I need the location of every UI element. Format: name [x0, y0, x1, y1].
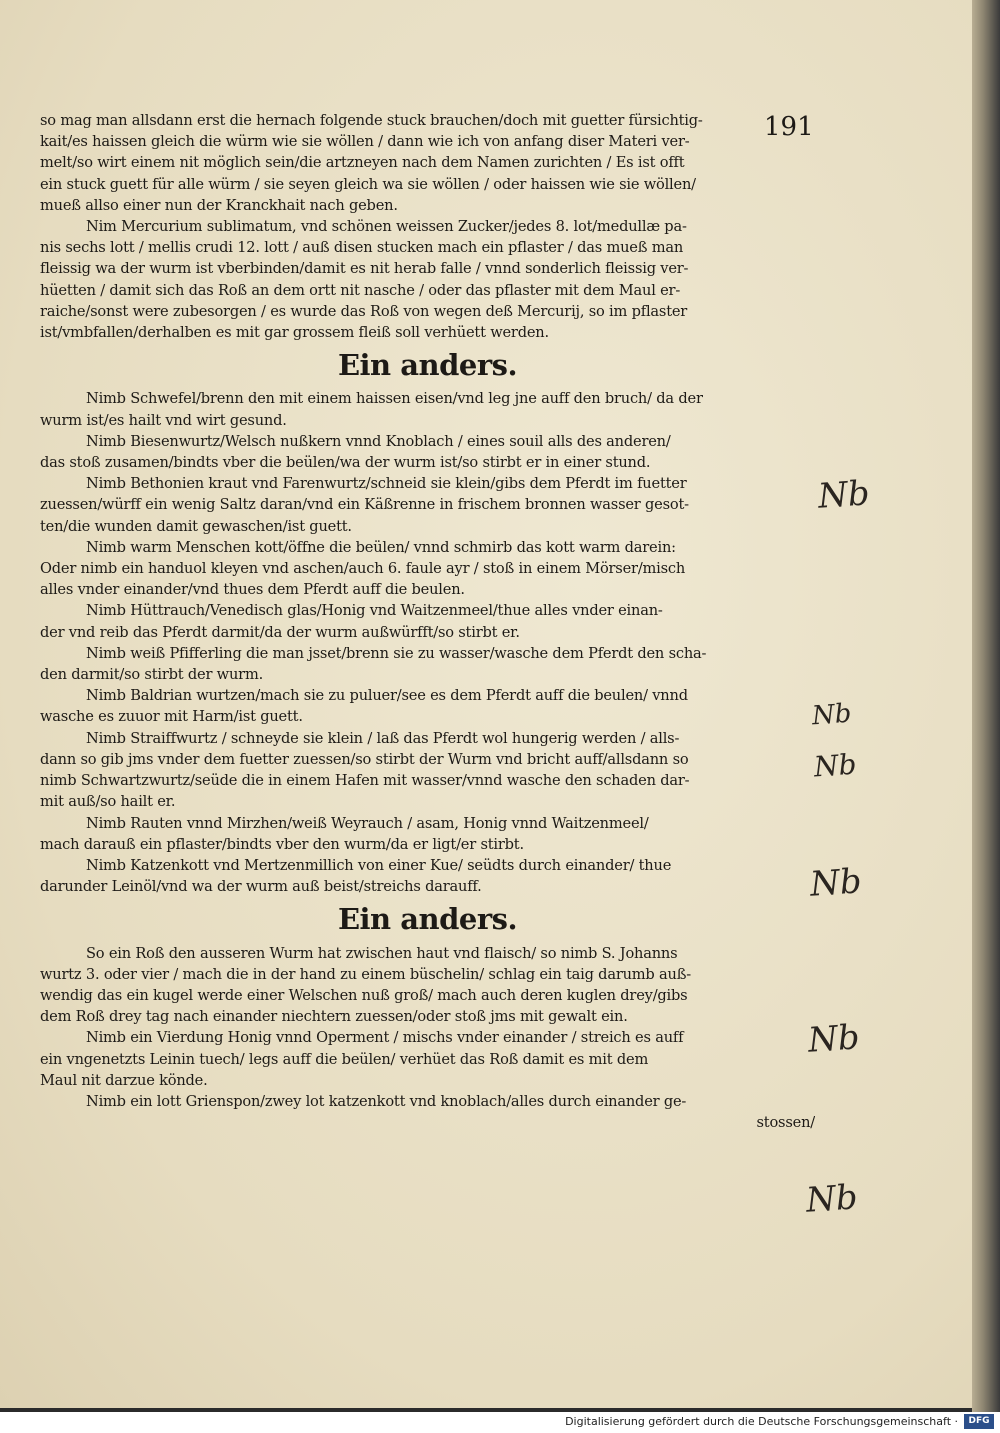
page-text: [40, 110, 815, 1133]
section-heading: Ein anders.: [337, 348, 518, 383]
text-line: ten/die wunden damit gewaschen/ist guett.: [40, 517, 352, 535]
text-line: Nimb ein lott Grienspon/zwey lot katzenkott vnd knoblach/alles durch einander ge-: [86, 1092, 687, 1110]
text-line: Nimb Katzenkott vnd Mertzenmillich von einer Kue/ seüdts durch einander/ thue: [86, 856, 672, 874]
margin-note: Nb: [804, 1177, 859, 1221]
text-line: ein vngenetzts Leinin tuech/ legs auff die beülen/ verhüet das Roß damit es mit dem: [40, 1050, 649, 1068]
margin-note: Nb: [812, 747, 858, 784]
text-line: darunder Leinöl/vnd wa der wurm auß beist/streichs darauff.: [40, 878, 482, 896]
text-line: mach darauß ein pflaster/bindts vber den wurm/da er ligt/er stirbt.: [40, 835, 524, 853]
text-line: Maul nit darzue könde.: [40, 1071, 208, 1089]
intro-paragraph: [40, 110, 815, 216]
text-line: mit auß/so hailt er.: [40, 793, 176, 811]
text-line: wurm ist/es hailt vnd wirt gesund.: [40, 411, 287, 429]
text-line: Nimb Biesenwurtz/Welsch nußkern vnnd Knoblach / eines souil alls des anderen/: [86, 432, 671, 450]
section-1-body: [40, 388, 815, 897]
text-line: wurtz 3. oder vier / mach die in der hand zu einem büschelin/ schlag ein taig darumb auß-: [40, 965, 691, 983]
text-line: Nimb Bethonien kraut vnd Farenwurtz/schneid sie klein/gibs dem Pferdt im fuetter: [86, 475, 687, 493]
text-line: melt/so wirt einem nit möglich sein/die artzneyen nach dem Namen zurichten / Es ist offt: [40, 154, 685, 172]
text-line: kait/es haissen gleich die würm wie sie wöllen / dann wie ich von anfang diser Materi ver-: [40, 133, 690, 151]
text-line: alles vnder einander/vnd thues dem Pferdt auff die beulen.: [40, 581, 465, 599]
page-number: 191: [764, 112, 814, 142]
text-line: stossen/: [756, 1114, 815, 1132]
text-line: wasche es zuuor mit Harm/ist guett.: [40, 708, 303, 726]
text-line: dem Roß drey tag nach einander niechtern zuessen/oder stoß jms mit gewalt ein.: [40, 1008, 628, 1026]
text-line: Nimb warm Menschen kott/öffne die beülen/ vnnd schmirb das kott warm darein:: [86, 538, 676, 556]
text-line: Nimb weiß Pfifferling die man jsset/brenn sie zu wasser/wasche dem Pferdt den scha-: [86, 644, 707, 662]
margin-note: Nb: [808, 861, 863, 905]
text-line: nis sechs lott / mellis crudi 12. lott / auß disen stucken mach ein pflaster / das mueß man: [40, 239, 684, 257]
text-line: fleissig wa der wurm ist vberbinden/damit es nit herab falle / vnnd sonderlich fleissig ver-: [40, 260, 689, 278]
page-gutter: [972, 0, 1000, 1412]
text-line: ist/vmbfallen/derhalben es mit gar grossem fleiß soll verhüett werden.: [40, 324, 549, 342]
text-line: Nimb ein Vierdung Honig vnnd Operment / mischs vnder einander / streich es auff: [86, 1029, 684, 1047]
text-line: den darmit/so stirbt der wurm.: [40, 666, 264, 684]
text-line: Nim Mercurium sublimatum, vnd schönen weissen Zucker/jedes 8. lot/medullæ pa-: [86, 218, 687, 236]
margin-note: Nb: [811, 698, 853, 732]
section-heading: Ein anders.: [337, 902, 518, 937]
text-line: Nimb Hüttrauch/Venedisch glas/Honig vnd Waitzenmeel/thue alles vnder einan-: [86, 602, 663, 620]
text-line: ein stuck guett für alle würm / sie seyen gleich wa sie wöllen / oder haissen wie sie wöllen/: [40, 175, 696, 193]
text-line: Nimb Straiffwurtz / schneyde sie klein / laß das Pferdt wol hungerig werden / alls-: [86, 729, 680, 747]
text-line: dann so gib jms vnder dem fuetter zuessen/so stirbt der Wurm vnd bricht auff/allsdann so: [40, 750, 689, 768]
footer-bar: [0, 1412, 1000, 1433]
funding-credit: Digitalisierung gefördert durch die Deutsche Forschungsgemeinschaft ·: [565, 1415, 958, 1428]
text-line: Oder nimb ein handuol kleyen vnd aschen/auch 6. faule ayr / stoß in einem Mörser/misch: [40, 560, 686, 578]
section-2-body: [40, 943, 815, 1134]
text-line: Nimb Rauten vnnd Mirzhen/weiß Weyrauch / asam, Honig vnnd Waitzenmeel/: [86, 814, 649, 832]
margin-note: Nb: [816, 473, 871, 517]
text-line: zuessen/würff ein wenig Saltz daran/vnd ein Käßrenne in frischem bronnen wasser gesot-: [40, 496, 689, 514]
text-line: So ein Roß den ausseren Wurm hat zwischen haut vnd flaisch/ so nimb S. Johanns: [86, 944, 678, 962]
text-line: so mag man allsdann erst die hernach folgende stuck brauchen/doch mit guetter fürsichtig-: [40, 112, 703, 129]
text-line: mueß allso einer nun der Kranckhait nach geben.: [40, 196, 398, 214]
recipe-paragraph: [40, 216, 815, 343]
text-line: wendig das ein kugel werde einer Welschen nuß groß/ mach auch deren kuglen drey/gibs: [40, 986, 688, 1004]
text-line: Nimb Baldrian wurtzen/mach sie zu puluer/see es dem Pferdt auff die beulen/ vnnd: [86, 687, 688, 705]
text-line: das stoß zusamen/bindts vber die beülen/wa der wurm ist/so stirbt er in einer stund.: [40, 454, 651, 472]
text-line: hüetten / damit sich das Roß an dem ortt nit nasche / oder das pflaster mit dem Maul er-: [40, 281, 681, 299]
text-line: Nimb Schwefel/brenn den mit einem haissen eisen/vnd leg jne auff den bruch/ da der: [86, 390, 703, 408]
text-line: raiche/sonst were zubesorgen / es wurde das Roß von wegen deß Mercurij, so im pflaster: [40, 302, 688, 320]
dfg-logo: DFG: [964, 1414, 994, 1429]
margin-note: Nb: [806, 1017, 861, 1061]
text-line: nimb Schwartzwurtz/seüde die in einem Hafen mit wasser/vnnd wasche den schaden dar-: [40, 772, 690, 790]
text-line: der vnd reib das Pferdt darmit/da der wurm außwürfft/so stirbt er.: [40, 623, 520, 641]
